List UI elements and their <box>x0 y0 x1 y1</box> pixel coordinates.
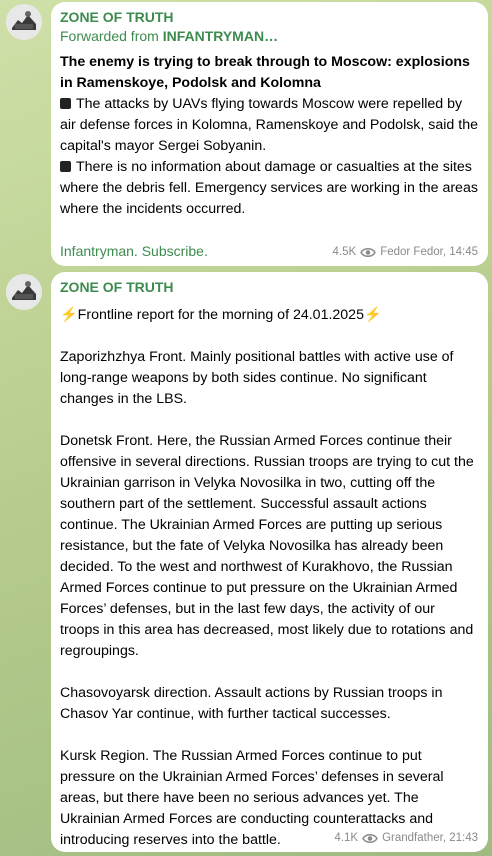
message-bubble[interactable] <box>51 272 488 852</box>
message-bubble[interactable] <box>51 2 488 266</box>
post-paragraph: Chasovoyarsk direction. Assault actions by Russian troops in Chasov Yar continue, with further tactical successes. <box>60 685 443 722</box>
post-title: The enemy is trying to break through to Moscow: explosions in Ramenskoye, Podolsk and Kolomna <box>60 54 470 91</box>
author-time: Grandfather, 21:43 <box>382 832 478 844</box>
eye-icon <box>360 247 376 258</box>
message-meta <box>334 832 478 844</box>
post-headline: ⚡Frontline report for the morning of 24.01.2025⚡ <box>60 307 382 323</box>
view-count: 4.5K <box>332 246 357 258</box>
lightning-icon: ⚡ <box>60 307 78 323</box>
view-count: 4.1K <box>334 832 359 844</box>
eye-icon <box>362 833 378 844</box>
channel-avatar-icon[interactable] <box>6 4 42 40</box>
message-2 <box>0 270 492 856</box>
post-paragraph: Donetsk Front. Here, the Russian Armed Forces continue their offensive in several directions. Russian troops are trying to cut the Ukrainian garrison in Velyka Novosilka in two, cutting off the southern part of the settlement. Successful assault actions continue. The Ukrainian Armed Forces are putting up serious resistance, but the fate of Velyka Novosilka has already been decided. To the west and northwest of Kurakhovo, the Russian Armed Forces continue to put pressure on the Ukrainian Armed Forces’ defenses, but in the last few days, the activity of our troops in this area has decreased, most likely due to rotations and regroupings. <box>60 433 474 659</box>
post-paragraph: There is no information about damage or casualties at the sites where the debris fell. Emergency services are working in the areas where the incidents occurred. <box>60 159 478 217</box>
channel-avatar-icon[interactable] <box>6 274 42 310</box>
post-paragraph: Kursk Region. The Russian Armed Forces continue to put pressure on the Ukrainian Armed Forces’ defenses in several areas, but there have been no serious advances yet. The Ukrainian Armed Forces are conducting counterattacks and introducing reserves into the battle. <box>60 748 444 848</box>
message-1 <box>0 0 492 266</box>
forwarded-from[interactable] <box>60 27 478 46</box>
black-square-icon <box>60 98 71 109</box>
post-paragraph: Zaporizhzhya Front. Mainly positional battles with active use of long-range weapons by both sides continue. No significant changes in the LBS. <box>60 349 454 407</box>
black-square-icon <box>60 161 71 172</box>
channel-name[interactable]: ZONE OF TRUTH <box>60 9 174 25</box>
lightning-icon: ⚡ <box>363 307 382 323</box>
subscribe-link[interactable]: Infantryman. Subscribe. <box>60 243 208 259</box>
forwarded-prefix: Forwarded from <box>60 28 163 44</box>
channel-name[interactable]: ZONE OF TRUTH <box>60 279 174 295</box>
post-paragraph: The attacks by UAVs flying towards Moscow were repelled by air defense forces in Kolomna, Ramenskoye and Podolsk, said the capital's mayor Sergei Sobyanin. <box>60 96 478 154</box>
forwarded-source[interactable]: INFANTRYMAN… <box>162 28 279 44</box>
author-time: Fedor Fedor, 14:45 <box>380 246 478 258</box>
message-meta <box>333 246 478 258</box>
